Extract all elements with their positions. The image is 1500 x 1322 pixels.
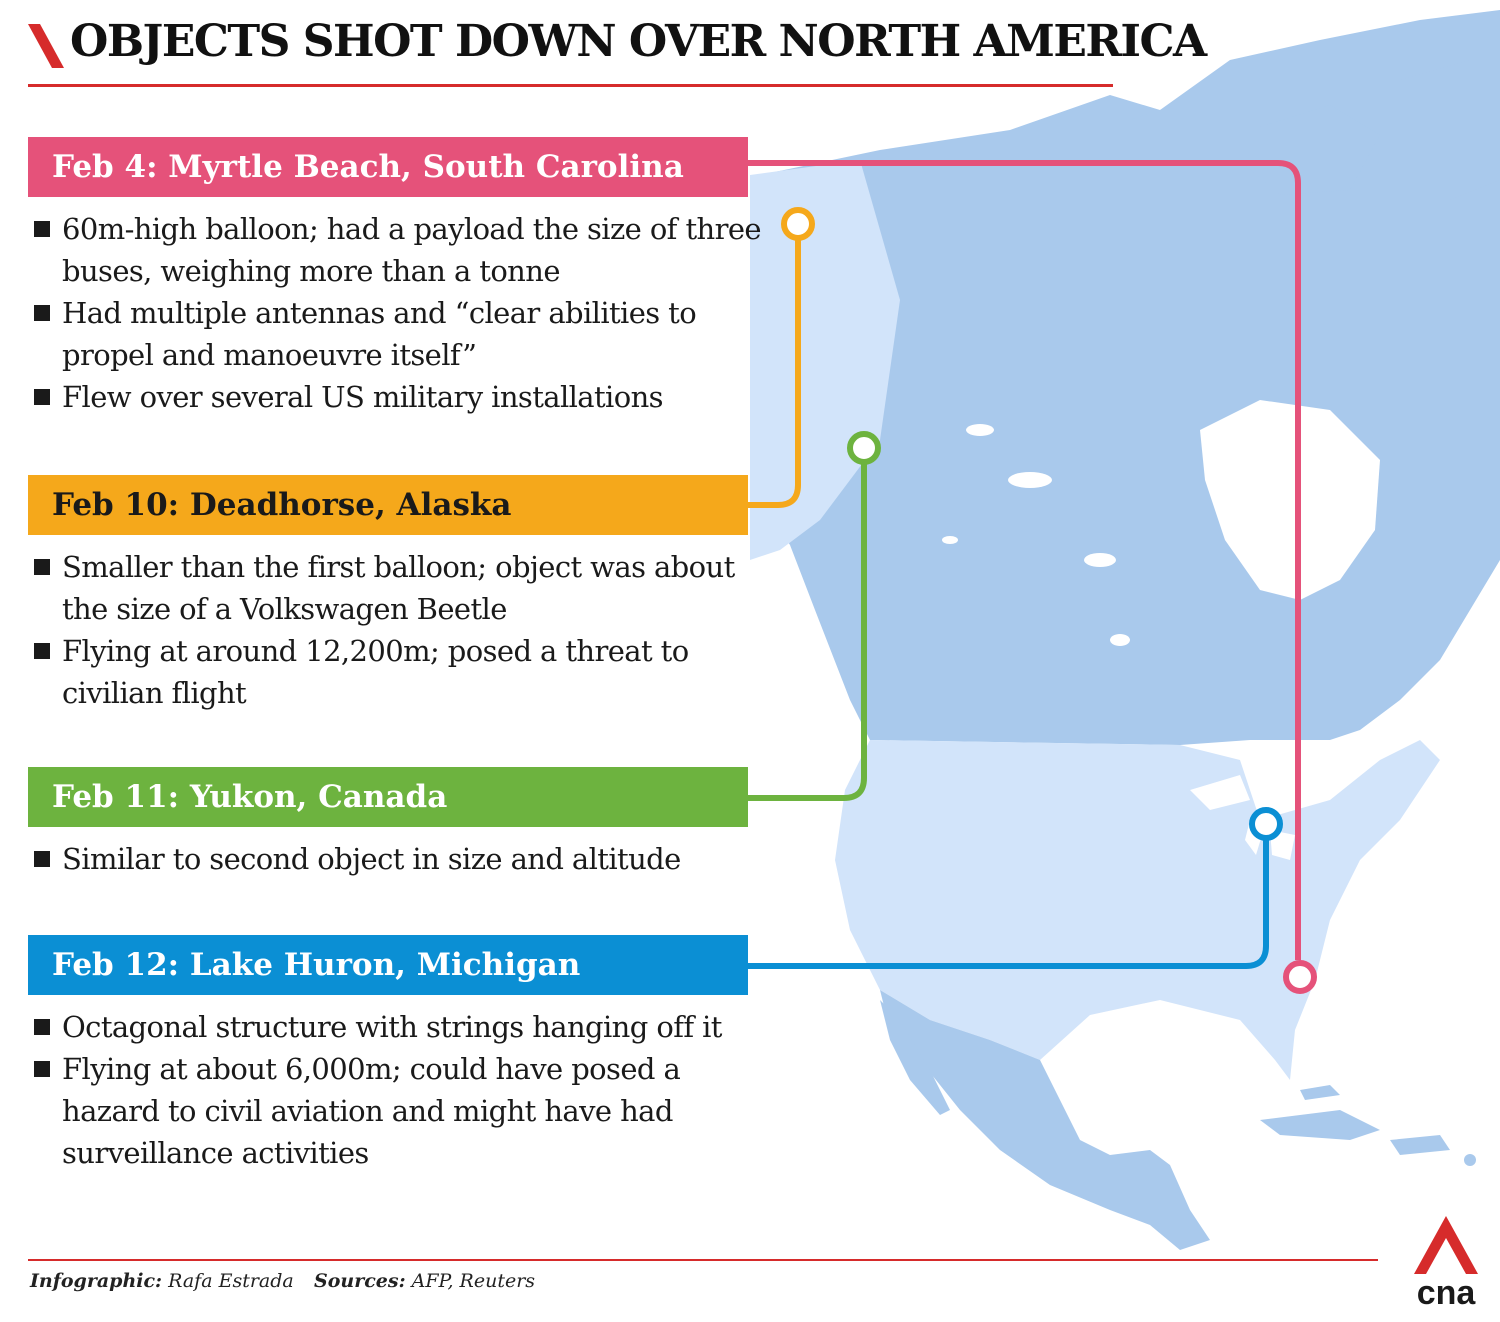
title-accent-slash	[28, 24, 64, 68]
bullet-text: 60m-high balloon; had a payload the size of three buses, weighing more than a tonne	[62, 212, 761, 288]
incident-details-feb4	[32, 208, 762, 418]
bullet-text: Flew over several US military installations	[62, 380, 663, 414]
footer-divider	[28, 1259, 1378, 1261]
feb4-location-marker	[1286, 963, 1314, 991]
bullet-text: Similar to second object in size and altitude	[62, 842, 681, 876]
bullet-square-icon	[34, 1019, 50, 1035]
bullet-square-icon	[34, 851, 50, 867]
sources-list: AFP, Reuters	[411, 1270, 536, 1292]
caribbean-islands	[1260, 1085, 1476, 1166]
bullet-item	[32, 376, 762, 418]
bullet-text: Octagonal structure with strings hanging off it	[62, 1010, 722, 1044]
bullet-item	[32, 292, 762, 376]
page-title: OBJECTS SHOT DOWN OVER NORTH AMERICA	[70, 16, 1206, 67]
bullet-text: Had multiple antennas and “clear abilities to propel and manoeuvre itself”	[62, 296, 697, 372]
incident-heading-feb10: Feb 10: Deadhorse, Alaska	[28, 475, 748, 535]
title-divider	[28, 84, 1113, 87]
incident-heading-feb11: Feb 11: Yukon, Canada	[28, 767, 748, 827]
bullet-square-icon	[34, 389, 50, 405]
bullet-text: Flying at around 12,200m; posed a threat to civilian flight	[62, 634, 689, 710]
bullet-item	[32, 1048, 762, 1174]
svg-text:cna: cna	[1416, 1274, 1476, 1308]
incident-details-feb10	[32, 546, 762, 714]
infographic-credit	[30, 1270, 294, 1292]
bullet-item	[32, 1006, 762, 1048]
bullet-item	[32, 546, 762, 630]
feb10-location-marker	[784, 210, 812, 238]
incident-details-feb11	[32, 838, 762, 880]
bullet-square-icon	[34, 1061, 50, 1077]
infographic-author: Rafa Estrada	[168, 1270, 294, 1292]
feb12-location-marker	[1252, 810, 1280, 838]
bullet-square-icon	[34, 559, 50, 575]
incident-details-feb12	[32, 1006, 762, 1174]
bullet-square-icon	[34, 305, 50, 321]
bullet-text: Smaller than the first balloon; object was about the size of a Volkswagen Beetle	[62, 550, 735, 626]
incident-heading-feb12: Feb 12: Lake Huron, Michigan	[28, 935, 748, 995]
sources-credit	[314, 1270, 535, 1292]
bullet-text: Flying at about 6,000m; could have posed a hazard to civil aviation and might have had surveillance activities	[62, 1052, 681, 1170]
bullet-square-icon	[34, 643, 50, 659]
bullet-item	[32, 630, 762, 714]
bullet-square-icon	[34, 221, 50, 237]
incident-heading-feb4: Feb 4: Myrtle Beach, South Carolina	[28, 137, 748, 197]
feb11-location-marker	[850, 434, 878, 462]
bullet-item	[32, 838, 762, 880]
cna-logo	[1408, 1212, 1484, 1308]
sources-label: Sources:	[314, 1270, 406, 1292]
infographic-label: Infographic:	[30, 1270, 163, 1292]
bullet-item	[32, 208, 762, 292]
